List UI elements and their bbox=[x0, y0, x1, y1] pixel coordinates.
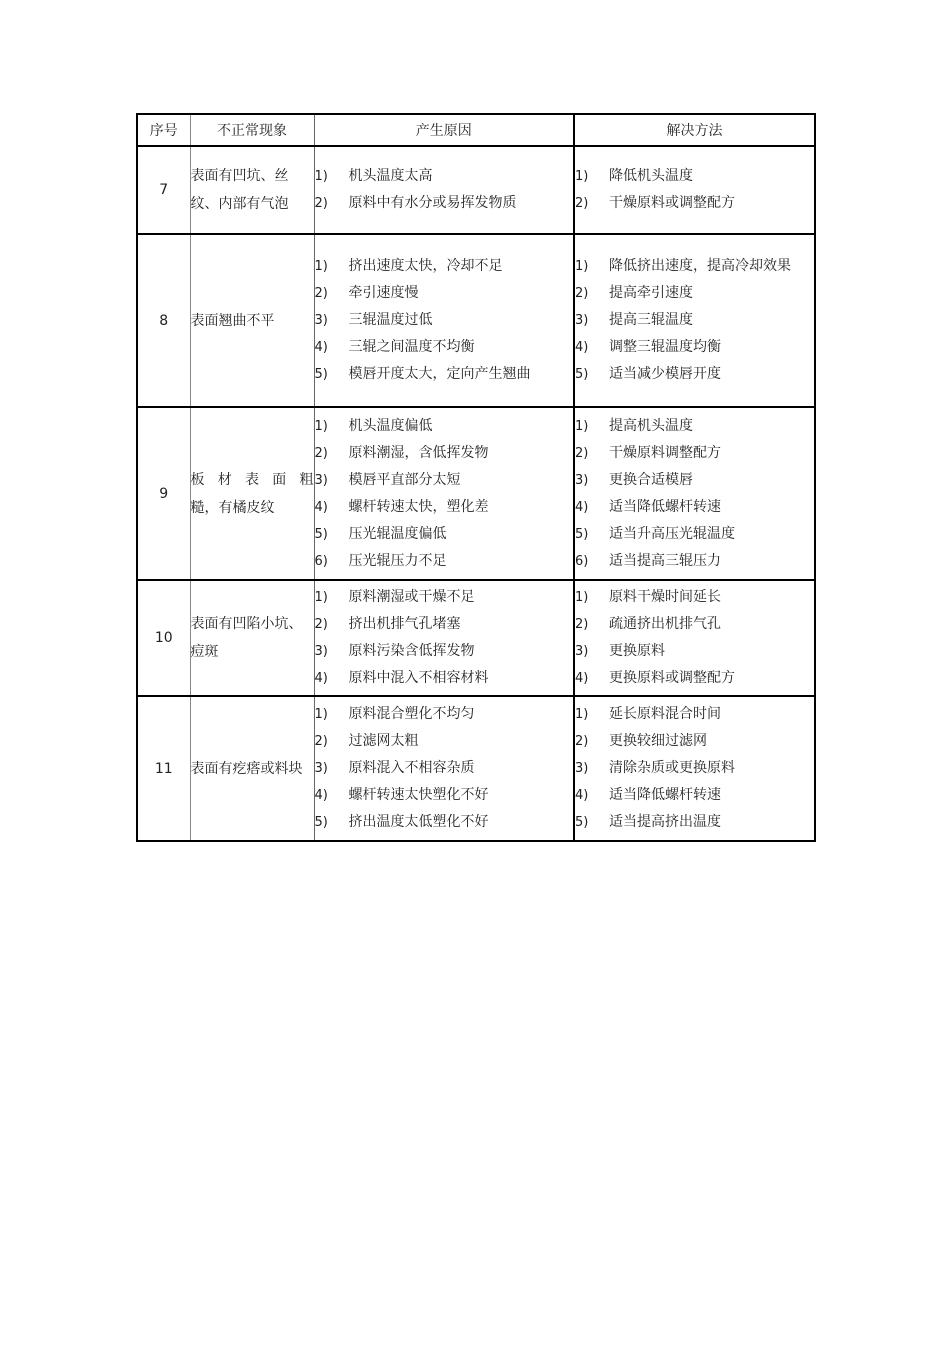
item-number: 4) bbox=[314, 788, 328, 803]
row-symptom: 表面有疙瘩或料块 bbox=[190, 696, 314, 841]
item-number: 1) bbox=[575, 259, 589, 274]
item-number: 1) bbox=[314, 707, 328, 722]
item-number: 4) bbox=[575, 340, 589, 355]
item-number: 4) bbox=[314, 499, 328, 515]
item-text: 提高牵引速度 bbox=[609, 285, 693, 301]
item-text: 原料潮湿或干燥不足 bbox=[348, 589, 475, 605]
solution-item bbox=[575, 467, 814, 494]
item-text: 更换合适模唇 bbox=[609, 471, 693, 488]
item-number: 5) bbox=[575, 367, 589, 382]
row-index: 7 bbox=[137, 146, 190, 234]
item-text: 原料中混入不相容材料 bbox=[348, 670, 489, 686]
item-number: 1) bbox=[575, 418, 589, 434]
item-text: 三辊温度过低 bbox=[348, 312, 433, 328]
item-number: 1) bbox=[314, 259, 328, 274]
item-text: 提高机头温度 bbox=[609, 417, 693, 434]
item-text: 调整三辊温度均衡 bbox=[609, 339, 721, 355]
item-number: 3) bbox=[314, 644, 328, 659]
header-solution: 解决方法 bbox=[574, 114, 815, 146]
item-number: 1) bbox=[575, 590, 589, 605]
solution-item bbox=[575, 782, 814, 809]
cause-item bbox=[315, 701, 574, 728]
item-number: 2) bbox=[314, 196, 328, 211]
item-number: 4) bbox=[575, 671, 589, 686]
item-number: 3) bbox=[314, 761, 328, 776]
row-symptom bbox=[190, 407, 314, 580]
item-number: 2) bbox=[314, 445, 328, 461]
item-text: 更换较细过滤网 bbox=[609, 733, 707, 749]
solution-item bbox=[575, 190, 814, 217]
table-row bbox=[137, 580, 815, 696]
cause-item bbox=[315, 253, 574, 280]
item-number: 4) bbox=[575, 788, 589, 803]
item-text: 机头温度太高 bbox=[348, 168, 433, 184]
item-text: 适当减少模唇开度 bbox=[609, 366, 721, 382]
item-text: 适当降低螺杆转速 bbox=[609, 787, 721, 803]
row-index: 8 bbox=[137, 234, 190, 407]
symptom-line: 糙，有橘皮纹 bbox=[190, 499, 275, 516]
cause-item bbox=[315, 307, 574, 334]
symptom-line: 板 材 表 面 粗 bbox=[190, 471, 314, 488]
cause-item bbox=[315, 163, 574, 190]
item-text: 原料混入不相容杂质 bbox=[348, 760, 475, 776]
cause-item bbox=[315, 440, 574, 467]
item-text: 压光辊压力不足 bbox=[348, 552, 447, 569]
solution-item bbox=[575, 361, 814, 388]
row-index: 9 bbox=[137, 407, 190, 580]
header-symptom: 不正常现象 bbox=[190, 114, 314, 146]
solution-item bbox=[575, 665, 814, 692]
table-row bbox=[137, 146, 815, 234]
solution-item bbox=[575, 253, 814, 280]
cause-item bbox=[315, 755, 574, 782]
item-text: 原料中有水分或易挥发物质 bbox=[348, 195, 517, 211]
item-number: 6) bbox=[575, 553, 589, 569]
item-text: 疏通挤出机排气孔 bbox=[609, 616, 721, 632]
table-row bbox=[137, 234, 815, 407]
item-number: 5) bbox=[314, 815, 328, 830]
item-text: 适当升高压光辊温度 bbox=[609, 525, 735, 542]
item-number: 5) bbox=[575, 526, 589, 542]
solution-item bbox=[575, 521, 814, 548]
cause-item bbox=[315, 638, 574, 665]
cause-item bbox=[315, 190, 574, 217]
solution-item bbox=[575, 701, 814, 728]
solution-item bbox=[575, 728, 814, 755]
item-text: 牵引速度慢 bbox=[348, 285, 419, 301]
item-text: 更换原料 bbox=[609, 643, 665, 659]
item-text: 挤出温度太低塑化不好 bbox=[348, 814, 489, 830]
row-index: 10 bbox=[137, 580, 190, 696]
header-index: 序号 bbox=[137, 114, 190, 146]
item-text: 干燥原料调整配方 bbox=[609, 444, 721, 461]
item-number: 1) bbox=[314, 418, 328, 434]
item-text: 降低挤出速度，提高冷却效果 bbox=[609, 258, 791, 274]
cause-item bbox=[315, 413, 574, 440]
cause-item bbox=[315, 280, 574, 307]
solution-item bbox=[575, 611, 814, 638]
item-text: 挤出速度太快，冷却不足 bbox=[348, 258, 503, 274]
item-number: 3) bbox=[575, 313, 589, 328]
solution-item bbox=[575, 334, 814, 361]
solution-list bbox=[574, 407, 815, 580]
item-number: 1) bbox=[575, 169, 589, 184]
item-number: 6) bbox=[314, 553, 328, 569]
cause-item bbox=[315, 334, 574, 361]
item-text: 螺杆转速太快塑化不好 bbox=[348, 787, 489, 803]
item-text: 延长原料混合时间 bbox=[609, 706, 721, 722]
item-number: 2) bbox=[314, 286, 328, 301]
item-number: 4) bbox=[314, 671, 328, 686]
item-number: 1) bbox=[314, 590, 328, 605]
item-text: 适当提高挤出温度 bbox=[609, 814, 721, 830]
item-text: 模唇平直部分太短 bbox=[348, 471, 461, 488]
item-number: 3) bbox=[575, 644, 589, 659]
solution-item bbox=[575, 584, 814, 611]
solution-item bbox=[575, 809, 814, 836]
troubleshooting-table bbox=[136, 113, 816, 842]
solution-item bbox=[575, 413, 814, 440]
cause-item bbox=[315, 494, 574, 521]
row-symptom: 表面有凹陷小坑、痘斑 bbox=[190, 580, 314, 696]
solution-list bbox=[574, 146, 815, 234]
table-header-row bbox=[137, 114, 815, 146]
item-number: 2) bbox=[575, 445, 589, 461]
item-text: 更换原料或调整配方 bbox=[609, 670, 735, 686]
solution-item bbox=[575, 440, 814, 467]
item-text: 原料干燥时间延长 bbox=[609, 589, 721, 605]
item-text: 螺杆转速太快，塑化差 bbox=[348, 498, 489, 515]
solution-item bbox=[575, 638, 814, 665]
cause-item bbox=[315, 548, 574, 575]
cause-list bbox=[314, 407, 574, 580]
solution-item bbox=[575, 163, 814, 190]
cause-list bbox=[314, 146, 574, 234]
item-text: 原料混合塑化不均匀 bbox=[348, 706, 475, 722]
item-number: 1) bbox=[575, 707, 589, 722]
row-index: 11 bbox=[137, 696, 190, 841]
item-text: 模唇开度太大，定向产生翘曲 bbox=[348, 366, 531, 382]
item-text: 降低机头温度 bbox=[609, 168, 693, 184]
cause-list bbox=[314, 580, 574, 696]
item-text: 干燥原料或调整配方 bbox=[609, 195, 735, 211]
item-number: 5) bbox=[314, 526, 328, 542]
item-number: 2) bbox=[575, 196, 589, 211]
item-text: 适当降低螺杆转速 bbox=[609, 498, 721, 515]
cause-item bbox=[315, 611, 574, 638]
solution-item bbox=[575, 548, 814, 575]
item-number: 4) bbox=[314, 340, 328, 355]
solution-item bbox=[575, 755, 814, 782]
solution-list bbox=[574, 580, 815, 696]
solution-list bbox=[574, 696, 815, 841]
item-text: 适当提高三辊压力 bbox=[609, 552, 721, 569]
table-row bbox=[137, 696, 815, 841]
cause-item bbox=[315, 521, 574, 548]
item-number: 3) bbox=[575, 472, 589, 488]
cause-list bbox=[314, 696, 574, 841]
item-text: 清除杂质或更换原料 bbox=[609, 760, 735, 776]
solution-item bbox=[575, 494, 814, 521]
item-number: 3) bbox=[314, 472, 328, 488]
item-number: 5) bbox=[314, 367, 328, 382]
item-number: 2) bbox=[575, 734, 589, 749]
solution-list bbox=[574, 234, 815, 407]
item-number: 5) bbox=[575, 815, 589, 830]
cause-item bbox=[315, 467, 574, 494]
item-text: 原料潮湿，含低挥发物 bbox=[348, 444, 489, 461]
item-text: 过滤网太粗 bbox=[348, 733, 419, 749]
item-number: 2) bbox=[575, 286, 589, 301]
cause-item bbox=[315, 728, 574, 755]
cause-item bbox=[315, 584, 574, 611]
row-symptom: 表面翘曲不平 bbox=[190, 234, 314, 407]
solution-item bbox=[575, 307, 814, 334]
item-text: 提高三辊温度 bbox=[609, 312, 693, 328]
item-number: 4) bbox=[575, 499, 589, 515]
item-number: 1) bbox=[314, 169, 328, 184]
item-number: 2) bbox=[314, 734, 328, 749]
solution-item bbox=[575, 280, 814, 307]
row-symptom: 表面有凹坑、丝纹、内部有气泡 bbox=[190, 146, 314, 234]
cause-list bbox=[314, 234, 574, 407]
item-text: 三辊之间温度不均衡 bbox=[348, 339, 475, 355]
item-number: 3) bbox=[314, 313, 328, 328]
item-text: 压光辊温度偏低 bbox=[348, 525, 447, 542]
header-cause: 产生原因 bbox=[314, 114, 574, 146]
item-text: 原料污染含低挥发物 bbox=[348, 643, 475, 659]
cause-item bbox=[315, 782, 574, 809]
cause-item bbox=[315, 665, 574, 692]
item-number: 3) bbox=[575, 761, 589, 776]
item-text: 机头温度偏低 bbox=[348, 417, 433, 434]
cause-item bbox=[315, 809, 574, 836]
item-number: 2) bbox=[575, 617, 589, 632]
cause-item bbox=[315, 361, 574, 388]
table-row bbox=[137, 407, 815, 580]
item-text: 挤出机排气孔堵塞 bbox=[348, 616, 461, 632]
item-number: 2) bbox=[314, 617, 328, 632]
